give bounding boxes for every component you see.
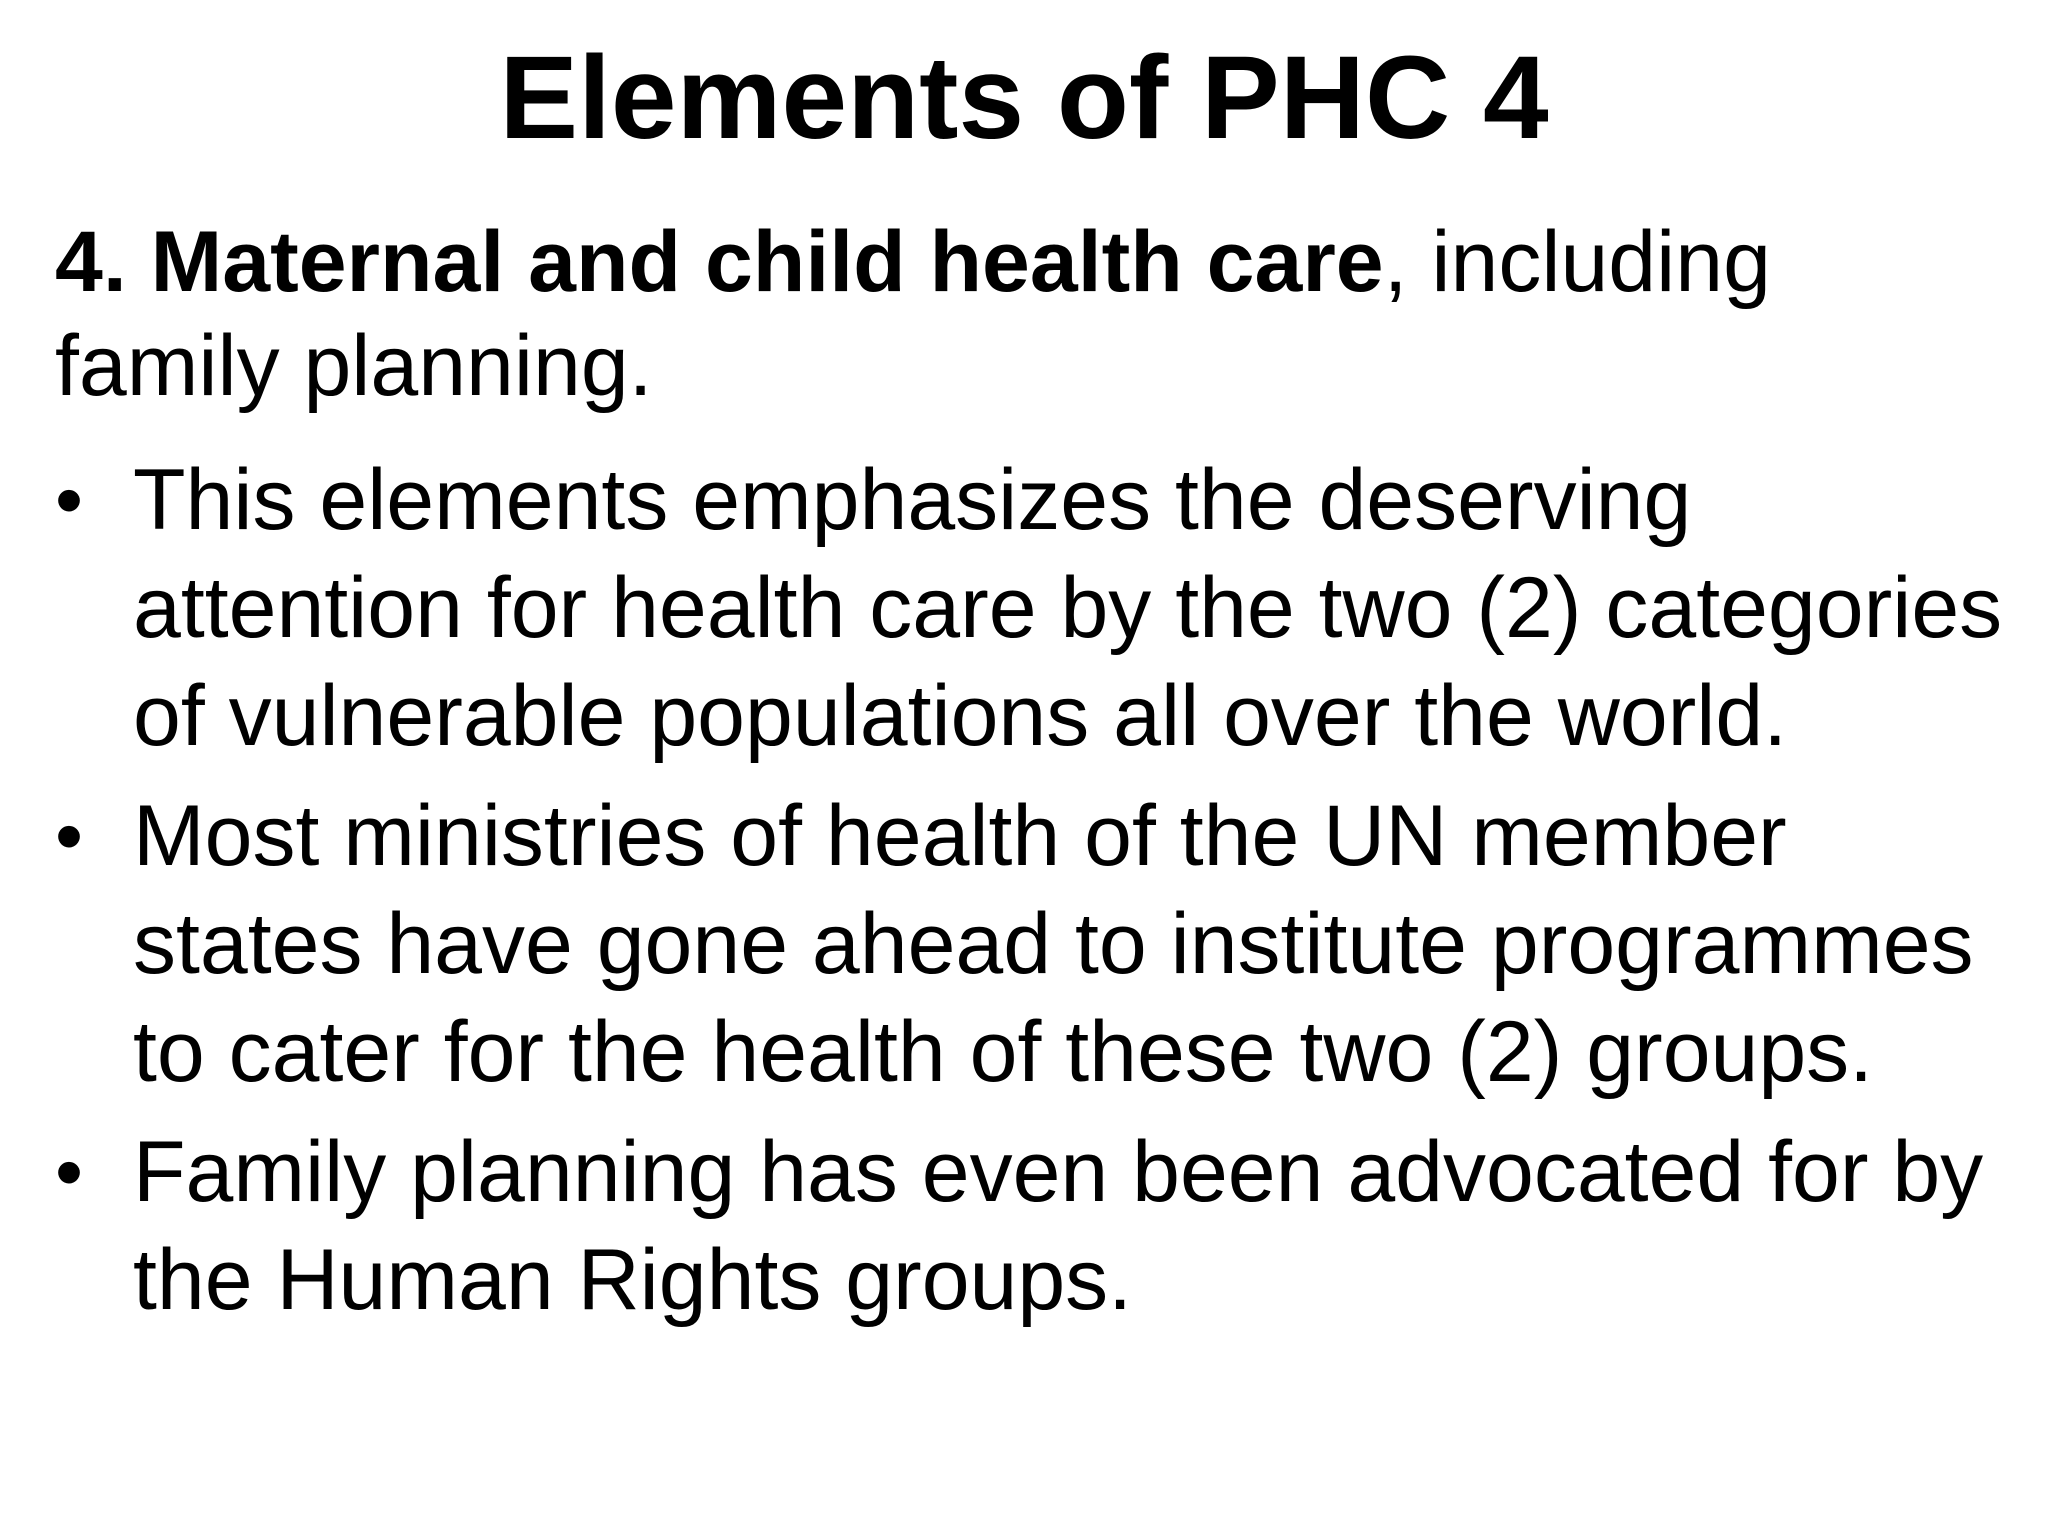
bullet-icon: • <box>55 791 84 880</box>
bullet-item <box>55 782 2015 1106</box>
bullet-text: Family planning has even been advocated for by the Human Rights groups. <box>133 1124 1984 1328</box>
slide-title: Elements of PHC 4 <box>499 32 1549 164</box>
bullet-text: This elements emphasizes the deserving attention for health care by the two (2) categories of vulnerable populations all over the world. <box>133 452 2003 764</box>
bullet-icon: • <box>55 1127 84 1216</box>
bullet-item <box>55 1118 2015 1334</box>
intro-paragraph <box>55 210 2005 418</box>
bullet-text: Most ministries of health of the UN member states have gone ahead to institute programmes to cater for the health of these two (2) groups. <box>133 788 1974 1100</box>
intro-rest-text: , including family planning. <box>55 214 1771 414</box>
bullet-item <box>55 446 2015 770</box>
intro-heading: 4. Maternal and child health care <box>55 214 1384 310</box>
bullet-list <box>55 446 2015 1346</box>
bullet-icon: • <box>55 455 84 544</box>
